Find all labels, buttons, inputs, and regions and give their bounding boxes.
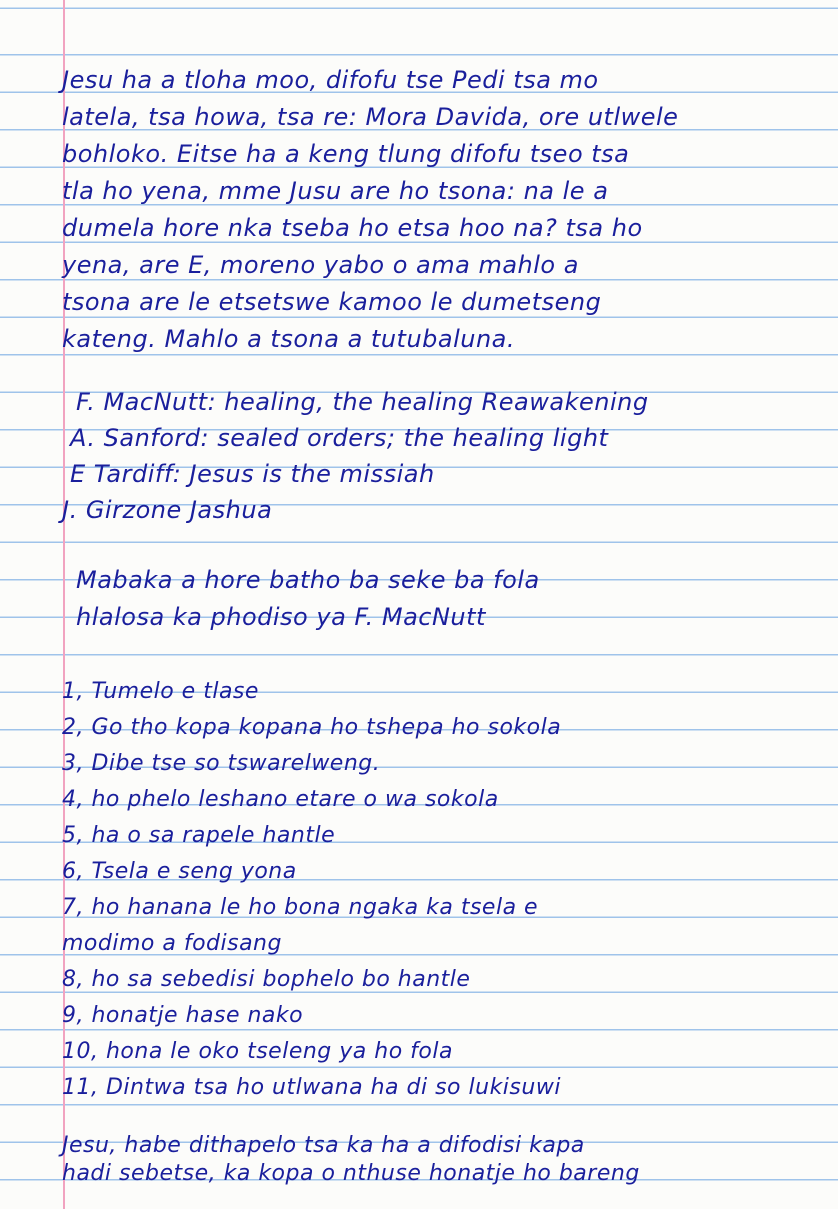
- list-item: 8, ho sa sebedisi bophelo bo hantle: [62, 967, 471, 992]
- paragraph1-line: tla ho yena, mme Jusu are ho tsona: na le a: [62, 177, 609, 205]
- list-item: 2, Go tho kopa kopana ho tshepa ho sokola: [62, 715, 562, 740]
- list-item: 5, ha o sa rapele hantle: [62, 823, 336, 848]
- paragraph1-line: Jesu ha a tloha moo, difofu tse Pedi tsa mo: [62, 66, 599, 94]
- reference-line: J. Girzone Jashua: [62, 496, 273, 524]
- paragraph1-line: kateng. Mahlo a tsona a tutubaluna.: [62, 325, 516, 353]
- list-item: 7, ho hanana le ho bona ngaka ka tsela e: [62, 895, 539, 920]
- list-item: 9, honatje hase nako: [62, 1003, 304, 1028]
- paragraph1-line: dumela hore nka tseba ho etsa hoo na? tsa ho: [62, 214, 643, 242]
- list-item: 4, ho phelo leshano etare o wa sokola: [62, 787, 499, 812]
- paragraph1-line: tsona are le etsetswe kamoo le dumetseng: [62, 288, 602, 316]
- reference-line: F. MacNutt: healing, the healing Reawakening: [76, 388, 649, 416]
- list-item: 1, Tumelo e tlase: [62, 679, 259, 704]
- list-item: 11, Dintwa tsa ho utlwana ha di so lukisuwi: [62, 1075, 561, 1100]
- reference-line: A. Sanford: sealed orders; the healing light: [70, 424, 609, 452]
- paragraph1-line: yena, are E, moreno yabo o ama mahlo a: [62, 251, 579, 279]
- heading-line: hlalosa ka phodiso ya F. MacNutt: [76, 603, 486, 631]
- paragraph2-line: hadi sebetse, ka kopa o nthuse honatje ho bareng: [62, 1161, 640, 1186]
- paragraph1-line: latela, tsa howa, tsa re: Mora Davida, ore utlwele: [62, 103, 679, 131]
- heading-line: Mabaka a hore batho ba seke ba fola: [76, 566, 540, 594]
- list-item: 10, hona le oko tseleng ya ho fola: [62, 1039, 453, 1064]
- list-item: 3, Dibe tse so tswarelweng.: [62, 751, 381, 776]
- paragraph1-line: bohloko. Eitse ha a keng tlung difofu tseo tsa: [62, 140, 630, 168]
- reference-line: E Tardiff: Jesus is the missiah: [70, 460, 435, 488]
- list-item: 6, Tsela e seng yona: [62, 859, 297, 884]
- paragraph2-line: Jesu, habe dithapelo tsa ka ha a difodisi kapa: [62, 1133, 585, 1158]
- list-item: modimo a fodisang: [62, 931, 282, 956]
